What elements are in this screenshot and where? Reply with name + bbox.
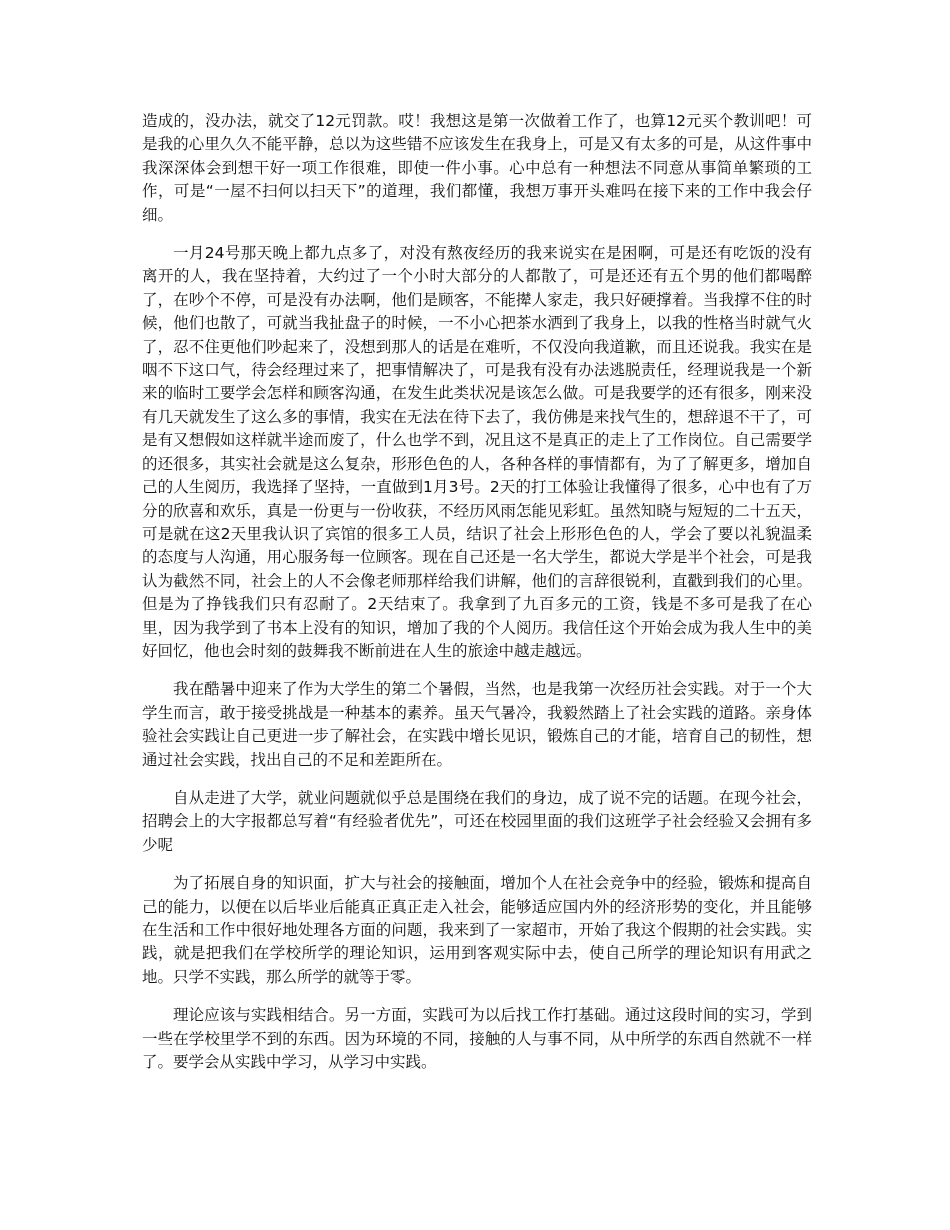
paragraph-3: 我在酷暑中迎来了作为大学生的第二个暑假，当然，也是我第一次经历社会实践。对于一个大学生而言，敢于接受挑战是一种基本的素养。虽天气暑冷，我毅然踏上了社会实践的道路。亲身体验社会实践让自己更进一步了解社会，在实践中增长见识，锻炼自己的才能，培育自己的韧性，想通过社会实践，找出自己的不足和差距所在。 — [142, 680, 812, 769]
paragraph-1: 造成的，没办法，就交了12元罚款。哎！我想这是第一次做着工作了，也算12元买个教训吧！可是我的心里久久不能平静，总以为这些错不应该发生在我身上，可是又有太多的可是，从这件事中我深深体会到想干好一项工作很难，即使一件小事。心中总有一种想法不同意从事简单繁琐的工作，可是“一屋不扫何以扫天下”的道理，我们都懂，我想万事开头难吗在接下来的工作中我会仔细。 — [142, 112, 812, 224]
paragraph-2: 一月24号那天晚上都九点多了，对没有熬夜经历的我来说实在是困啊，可是还有吃饭的没有离开的人，我在坚持着，大约过了一个小时大部分的人都散了，可是还还有五个男的他们都喝醉了，在吵个不停，可是没有办法啊，他们是顾客，不能撵人家走，我只好硬撑着。当我撑不住的时候，他们也散了，可就当我扯盘子的时候，一不小心把茶水洒到了我身上，以我的性格当时就气火了，忍不住更他们吵起来了，没想到那人的话是在难听，不仅没向我道歉，而且还说我。我实在是咽不下这口气，待会经理过来了，把事情解决了，可是我有没有办法逃脱责任，经理说我是一个新来的临时工要学会怎样和顾客沟通，在发生此类状况是该怎么做。可是我要学的还有很多，刚来没有几天就发生了这么多的事情，我实在无法在待下去了，我仿佛是来找气生的，想辞退不干了，可是有又想假如这样就半途而废了，什么也学不到，况且这不是真正的走上了工作岗位。自己需要学的还很多，其实社会就是这么复杂，形形色色的人，各种各样的事情都有，为了了解更多，增加自己的人生阅历，我选择了坚持，一直做到1月3号。2天的打工体验让我懂得了很多，心中也有了万分的欣喜和欢乐，真是一份更与一份收获，不经历风雨怎能见彩虹。虽然知晓与短短的二十五天，可是就在这2天里我认识了宾馆的很多工人员，结识了社会上形形色色的人，学会了要以礼貌温柔的态度与人沟通，用心服务每一位顾客。现在自己还是一名大学生，都说大学是半个社会，可是我认为截然不同，社会上的人不会像老师那样给我们讲解，他们的言辞很锐利，直戳到我们的心里。但是为了挣钱我们只有忍耐了。2天结束了。我拿到了九百多元的工资，钱是不多可是我了在心里，因为我学到了书本上没有的知识，增加了我的个人阅历。我信任这个开始会成为我人生中的美好回忆，他也会时刻的鼓舞我不断前进在人生的旅途中越走越远。 — [142, 244, 812, 660]
paragraph-6: 理论应该与实践相结合。另一方面，实践可为以后找工作打基础。通过这段时间的实习，学到一些在学校里学不到的东西。因为环境的不同，接触的人与事不同，从中所学的东西自然就不一样了。要学会从实践中学习，从学习中实践。 — [142, 1006, 812, 1072]
document-body — [142, 110, 812, 1089]
paragraph-4: 自从走进了大学，就业问题就似乎总是围绕在我们的身边，成了说不完的话题。在现今社会，招聘会上的大字报都总写着“有经验者优先”，可还在校园里面的我们这班学子社会经验又会拥有多少呢 — [142, 788, 812, 854]
paragraph-5: 为了拓展自身的知识面，扩大与社会的接触面，增加个人在社会竞争中的经验，锻炼和提高自己的能力，以便在以后毕业后能真正真正走入社会，能够适应国内外的经济形势的变化，并且能够在生活和工作中很好地处理各方面的问题，我来到了一家超市，开始了我这个假期的社会实践。实践，就是把我们在学校所学的理论知识，运用到客观实际中去，使自己所学的理论知识有用武之地。只学不实践，那么所学的就等于零。 — [142, 874, 812, 986]
